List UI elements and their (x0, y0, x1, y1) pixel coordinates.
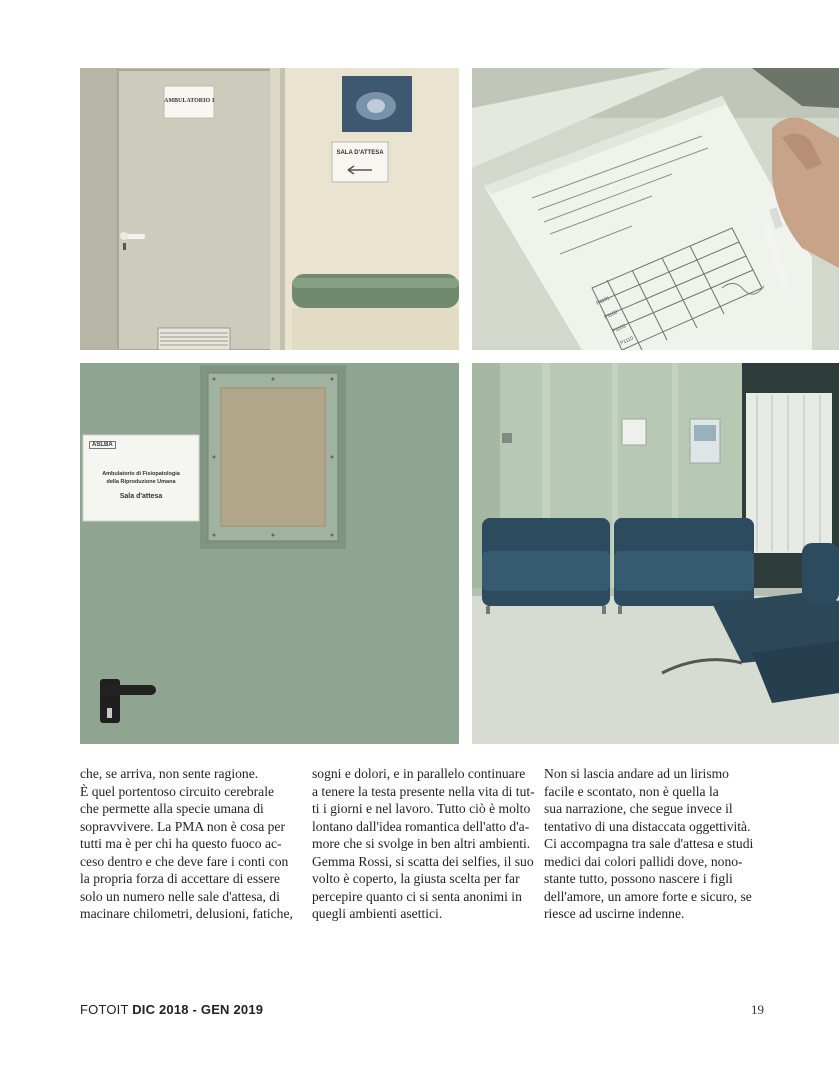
magazine-name: FOTOIT (80, 1002, 129, 1017)
photo-green-door (80, 363, 459, 744)
text-line: Ci accompagna tra sale d'attesa e studi (544, 836, 754, 851)
text-line: macinare chilometri, delusioni, fatiche, (80, 906, 293, 921)
text-line: quegli ambienti asettici. (312, 906, 443, 921)
door-sign-ambulatorio: AMBULATORIO 1 (164, 98, 215, 104)
form-table-code-2: P1102 (603, 309, 619, 321)
door-notice (83, 435, 199, 521)
text-line: volto è coperto, la giusta scelta per far (312, 871, 520, 886)
text-line: È quel portentoso circuito cerebrale (80, 783, 275, 799)
door-notice-line-2: della Riproduzione Umana (106, 479, 176, 485)
text-line: percepire quanto ci si senta anonimi in (312, 888, 522, 904)
text-line: lontano dall'idea romantica dell'atto d'a- (312, 818, 530, 834)
issue-date: DIC 2018 - GEN 2019 (132, 1002, 264, 1017)
text-line: Gemma Rossi, si scatta dei selfies, il suo (312, 853, 534, 869)
text-line: facile e scontato, non è quella la (544, 783, 719, 799)
form-table-code-4: P1110 (619, 335, 635, 347)
text-line: a tenere la testa presente nella vita di tut- (312, 783, 535, 799)
form-table-code-1: P1101 (595, 295, 611, 307)
text-line: la propria forza di accettare di essere (80, 871, 281, 886)
text-line: dell'amore, un amore forte e sicuro, se (544, 888, 752, 904)
form-table-code-3: P1103 (611, 323, 627, 335)
text-line: sogni e dolori, e in parallelo continuare (312, 766, 526, 781)
text-line: tentativo di una distaccata oggettività. (544, 818, 751, 834)
text-line: solo un numero nelle sale d'attesa, di (80, 888, 280, 904)
text-line: riesce ad uscirne indenne. (544, 906, 685, 921)
article-column-1 (80, 765, 300, 923)
text-line: stante tutto, possono nascere i figli (544, 871, 733, 886)
text-line: more che si svolge in ben altri ambienti. (312, 836, 531, 851)
article-column-2 (312, 765, 535, 923)
text-line: medici dai colori pallidi dove, nono- (544, 853, 743, 869)
text-line: Non si lascia andare ad un lirismo (544, 766, 729, 781)
photo-waiting-room (472, 363, 839, 744)
article-column-3 (544, 765, 764, 923)
footer-magazine-issue (80, 1002, 263, 1017)
text-line: tutti ma è per chi ha questo fuoco ac- (80, 836, 282, 851)
asl-logo: ASLBA (89, 441, 116, 449)
door-notice-line-3: Sala d'attesa (119, 493, 163, 500)
text-line: che permette alla specie umana di (80, 801, 264, 816)
text-line: che, se arriva, non sente ragione. (80, 766, 259, 781)
text-line: ti i giorni e nel lavoro. Tutto ciò è molto (312, 801, 531, 816)
text-line: sopravvivere. La PMA non è cosa per (80, 818, 285, 834)
waiting-room-wall-sign: SALA D'ATTESA (336, 150, 384, 156)
text-line: ceso dentro e che deve fare i conti con (80, 853, 289, 869)
page-number: 19 (751, 1002, 764, 1017)
photo-ambulatorio-door (80, 68, 459, 350)
photo-signing-form (472, 68, 839, 350)
text-line: sua narrazione, che segue invece il (544, 801, 733, 816)
door-notice-line-1: Ambulatorio di Fisiopatologia (102, 471, 180, 477)
